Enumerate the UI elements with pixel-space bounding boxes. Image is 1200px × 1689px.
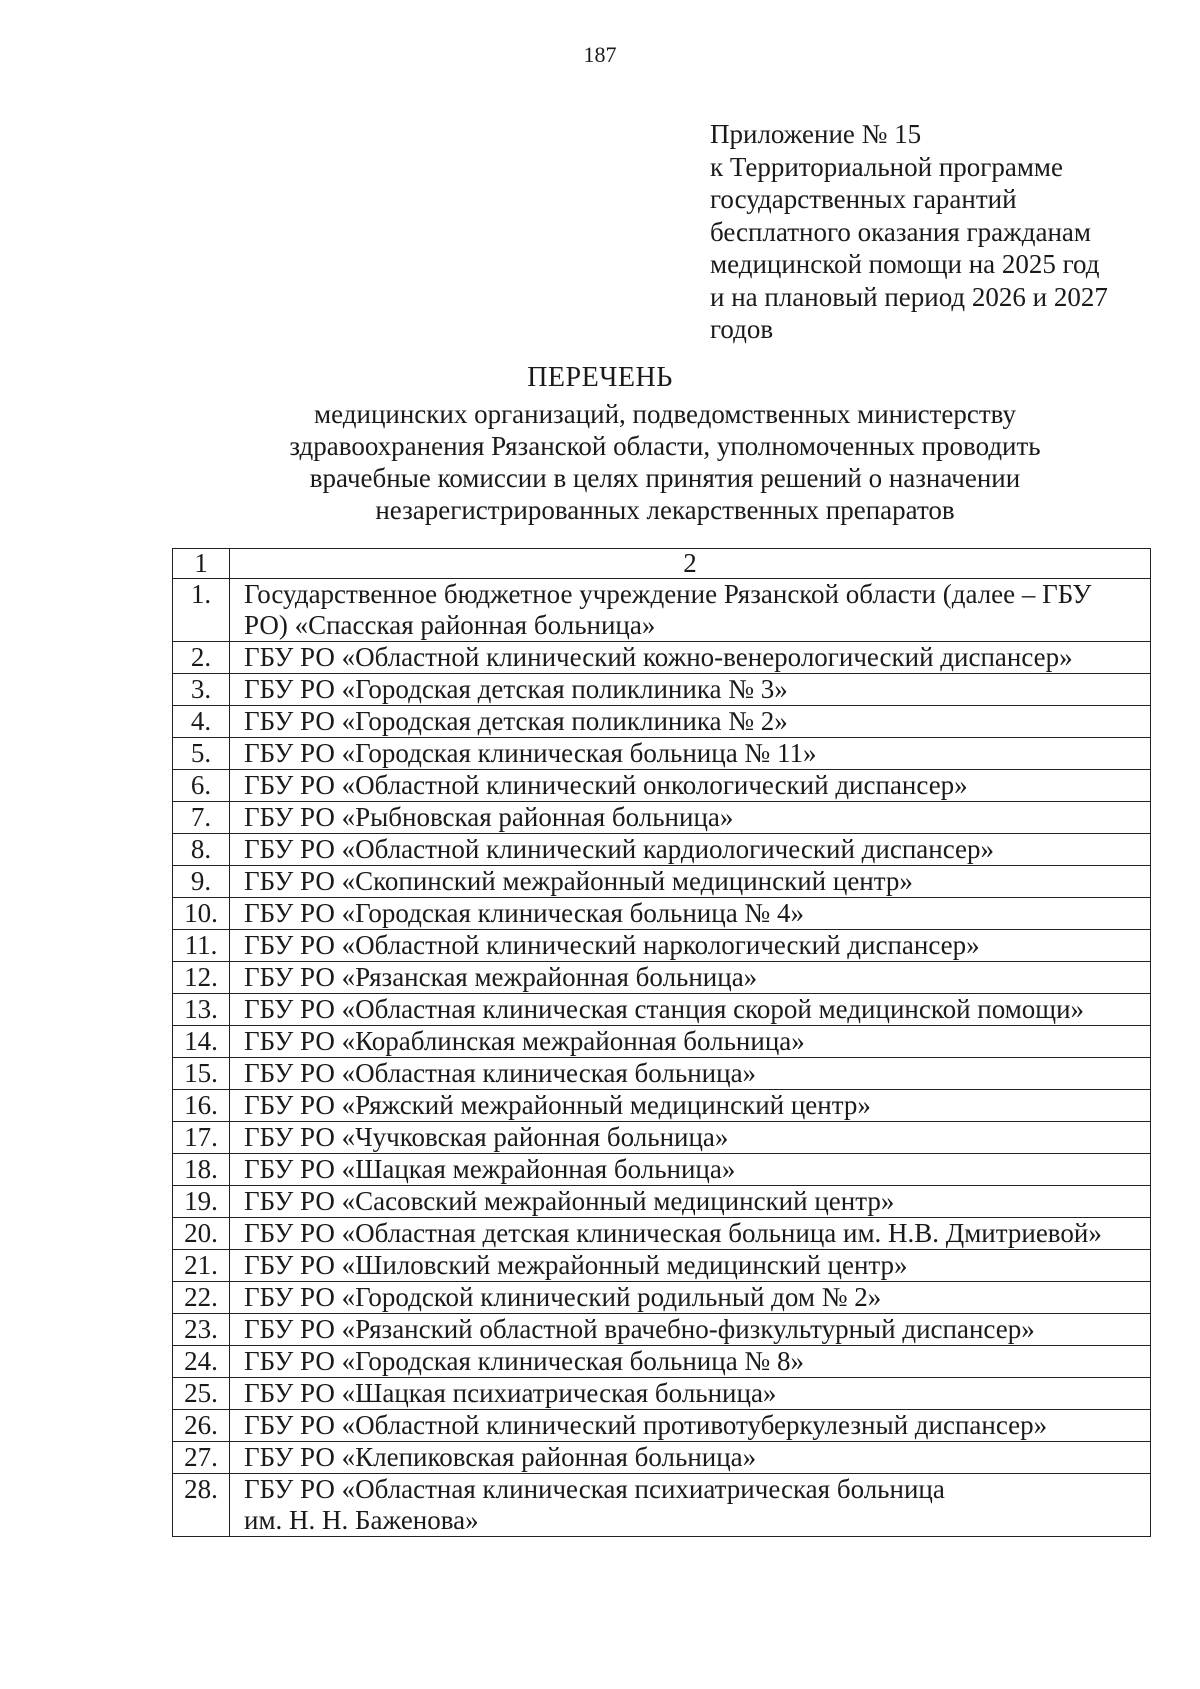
row-number: 3. [173, 674, 230, 706]
document-subtitle [0, 398, 1200, 526]
page-number: 187 [583, 42, 617, 67]
organization-name [230, 1282, 1151, 1314]
organization-name-line: РО) «Спасская районная больница» [244, 610, 656, 640]
organization-name-line: ГБУ РО «Городская клиническая больница № 4» [244, 898, 804, 928]
organization-name [230, 579, 1151, 642]
organization-name-line: ГБУ РО «Областной клинический противотуберкулезный диспансер» [244, 1410, 1048, 1440]
organization-name-line: ГБУ РО «Городская детская поликлиника № 2» [244, 706, 788, 736]
organization-name [230, 1122, 1151, 1154]
row-number: 6. [173, 770, 230, 802]
organization-name-line: ГБУ РО «Областной клинический кожно-венерологический диспансер» [244, 642, 1073, 672]
organizations-table [172, 548, 1151, 1537]
organization-name-line: ГБУ РО «Областная клиническая станция скорой медицинской помощи» [244, 994, 1085, 1024]
organization-name [230, 834, 1151, 866]
organization-name-line: ГБУ РО «Областной клинический онкологический диспансер» [244, 770, 968, 800]
organization-name [230, 738, 1151, 770]
appendix-line: медицинской помощи на 2025 год [710, 249, 1100, 279]
organization-name-line: Государственное бюджетное учреждение Рязанской области (далее – ГБУ [244, 579, 1092, 609]
organization-name [230, 706, 1151, 738]
row-number: 18. [173, 1154, 230, 1186]
row-number: 7. [173, 802, 230, 834]
table-row [173, 1186, 1151, 1218]
organization-name [230, 1154, 1151, 1186]
table-row [173, 1442, 1151, 1474]
row-number: 10. [173, 898, 230, 930]
appendix-line: бесплатного оказания гражданам [710, 216, 1091, 247]
row-number: 15. [173, 1058, 230, 1090]
table-row [173, 674, 1151, 706]
organization-name-line: ГБУ РО «Кораблинская межрайонная больница» [244, 1026, 805, 1056]
row-number: 8. [173, 834, 230, 866]
table-row [173, 1314, 1151, 1346]
table-row [173, 1218, 1151, 1250]
table-row [173, 642, 1151, 674]
organization-name [230, 930, 1151, 962]
table-row [173, 1122, 1151, 1154]
appendix-line: государственных гарантий [710, 184, 1017, 214]
table-row [173, 579, 1151, 642]
row-number: 28. [173, 1474, 230, 1537]
row-number: 14. [173, 1026, 230, 1058]
organization-name-line: ГБУ РО «Городская детская поликлиника № 3» [244, 674, 788, 704]
row-number: 24. [173, 1346, 230, 1378]
appendix-block [710, 118, 1150, 346]
subtitle-line: здравоохранения Рязанской области, уполномоченных проводить [289, 431, 1041, 461]
organization-name-line: ГБУ РО «Городской клинический родильный дом № 2» [244, 1282, 882, 1312]
organization-name-line: ГБУ РО «Ряжский межрайонный медицинский центр» [244, 1090, 871, 1120]
appendix-line: годов [710, 314, 774, 344]
table-row [173, 770, 1151, 802]
document-title: ПЕРЕЧЕНЬ [527, 362, 673, 393]
table-row [173, 1250, 1151, 1282]
row-number: 13. [173, 994, 230, 1026]
organization-name-line: ГБУ РО «Шацкая межрайонная больница» [244, 1154, 736, 1184]
organization-name-line: ГБУ РО «Городская клиническая больница № 11» [244, 738, 817, 768]
row-number: 21. [173, 1250, 230, 1282]
table-row [173, 802, 1151, 834]
table-row [173, 898, 1151, 930]
row-number: 9. [173, 866, 230, 898]
organization-name [230, 1186, 1151, 1218]
subtitle-line: незарегистрированных лекарственных препаратов [375, 495, 955, 525]
organization-name-line: ГБУ РО «Рязанский областной врачебно-физкультурный диспансер» [244, 1314, 1035, 1344]
row-number: 11. [173, 930, 230, 962]
table-header-row [173, 549, 1151, 579]
row-number: 1. [173, 579, 230, 642]
row-number: 17. [173, 1122, 230, 1154]
organization-name [230, 770, 1151, 802]
row-number: 19. [173, 1186, 230, 1218]
table-row [173, 1154, 1151, 1186]
organization-name-line: ГБУ РО «Сасовский межрайонный медицинский центр» [244, 1186, 895, 1216]
organization-name [230, 1250, 1151, 1282]
table-row [173, 706, 1151, 738]
organization-name [230, 1346, 1151, 1378]
row-number: 16. [173, 1090, 230, 1122]
organization-name-line: ГБУ РО «Областной клинический кардиологический диспансер» [244, 834, 995, 864]
organization-name [230, 1058, 1151, 1090]
table-row [173, 834, 1151, 866]
row-number: 22. [173, 1282, 230, 1314]
organization-name [230, 1314, 1151, 1346]
organization-name-line: ГБУ РО «Областная клиническая психиатрическая больница [244, 1474, 945, 1504]
row-number: 25. [173, 1378, 230, 1410]
table-row [173, 962, 1151, 994]
organization-name [230, 1442, 1151, 1474]
organization-name-line: им. Н. Н. Баженова» [244, 1505, 479, 1535]
organization-name [230, 866, 1151, 898]
appendix-line: и на плановый период 2026 и 2027 [710, 281, 1108, 312]
row-number: 26. [173, 1410, 230, 1442]
organization-name [230, 674, 1151, 706]
table-row [173, 1282, 1151, 1314]
organization-name-line: ГБУ РО «Рязанская межрайонная больница» [244, 962, 758, 992]
row-number: 20. [173, 1218, 230, 1250]
row-number: 4. [173, 706, 230, 738]
organization-name [230, 1090, 1151, 1122]
subtitle-line: медицинских организаций, подведомственных министерству [314, 399, 1016, 429]
organization-name [230, 1218, 1151, 1250]
organization-name [230, 802, 1151, 834]
table-row [173, 738, 1151, 770]
appendix-line: к Территориальной программе [710, 151, 1063, 182]
table-row [173, 1474, 1151, 1537]
row-number: 5. [173, 738, 230, 770]
table-row [173, 994, 1151, 1026]
organization-name-line: ГБУ РО «Областной клинический наркологический диспансер» [244, 930, 980, 960]
column-header-name: 2 [230, 549, 1151, 579]
organization-name [230, 962, 1151, 994]
organization-name-line: ГБУ РО «Клепиковская районная больница» [244, 1442, 757, 1472]
organization-name-line: ГБУ РО «Шиловский межрайонный медицинский центр» [244, 1250, 908, 1280]
row-number: 23. [173, 1314, 230, 1346]
subtitle-line: врачебные комиссии в целях принятия решений о назначении [309, 463, 1021, 493]
row-number: 2. [173, 642, 230, 674]
organization-name [230, 1026, 1151, 1058]
table-row [173, 1026, 1151, 1058]
table-row [173, 1090, 1151, 1122]
organization-name [230, 1378, 1151, 1410]
table-row [173, 866, 1151, 898]
table-row [173, 1410, 1151, 1442]
organization-name-line: ГБУ РО «Чучковская районная больница» [244, 1122, 729, 1152]
organization-name [230, 898, 1151, 930]
organization-name-line: ГБУ РО «Городская клиническая больница № 8» [244, 1346, 804, 1376]
table-row [173, 930, 1151, 962]
organization-name [230, 1474, 1151, 1537]
column-header-number: 1 [173, 549, 230, 579]
organization-name-line: ГБУ РО «Областная клиническая больница» [244, 1058, 757, 1088]
organization-name [230, 1410, 1151, 1442]
organization-name-line: ГБУ РО «Шацкая психиатрическая больница» [244, 1378, 777, 1408]
organization-name [230, 994, 1151, 1026]
appendix-line: Приложение № 15 [710, 119, 922, 149]
row-number: 12. [173, 962, 230, 994]
organization-name [230, 642, 1151, 674]
table-row [173, 1346, 1151, 1378]
table-row [173, 1378, 1151, 1410]
organization-name-line: ГБУ РО «Скопинский межрайонный медицинский центр» [244, 866, 913, 896]
row-number: 27. [173, 1442, 230, 1474]
organization-name-line: ГБУ РО «Рыбновская районная больница» [244, 802, 734, 832]
organization-name-line: ГБУ РО «Областная детская клиническая больница им. Н.В. Дмитриевой» [244, 1218, 1102, 1248]
table-row [173, 1058, 1151, 1090]
